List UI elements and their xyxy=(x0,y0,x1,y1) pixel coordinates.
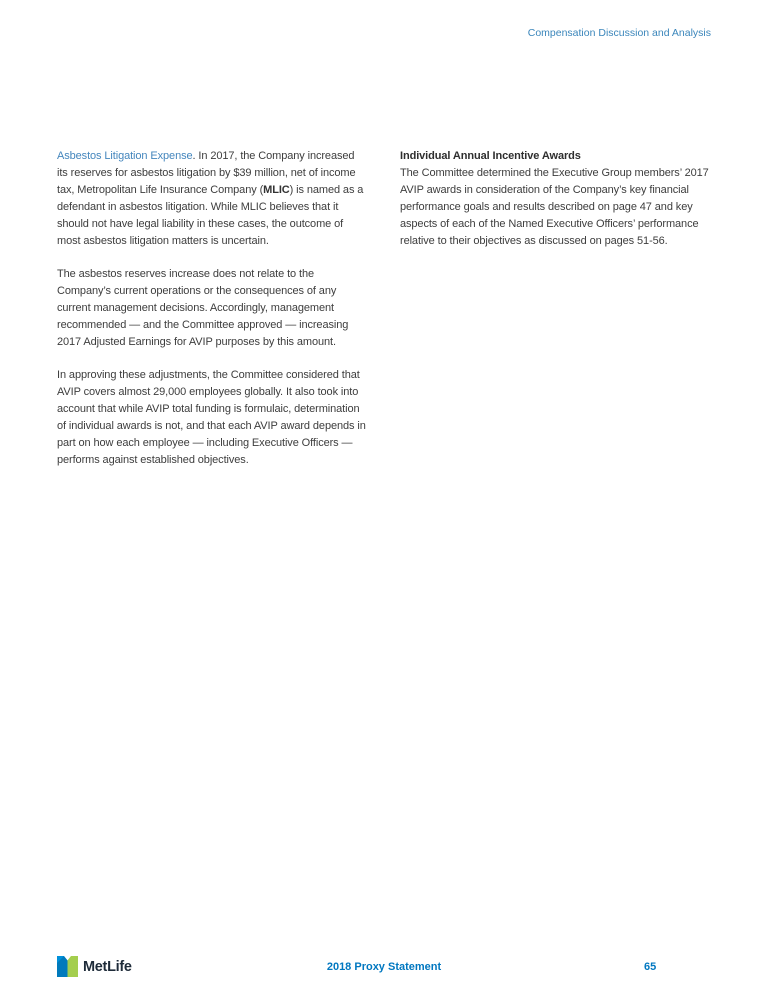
mlic-bold-term: MLIC xyxy=(263,184,290,196)
running-header: Compensation Discussion and Analysis xyxy=(527,27,711,39)
paragraph-asbestos-text-1: . In 2017, the Company increased its reserves for asbestos litigation by $39 million, net of income tax, Metropolitan Life Insurance Company ( xyxy=(57,150,356,196)
metlife-wordmark: MetLife xyxy=(83,958,132,975)
paragraph-asbestos-reserves: The asbestos reserves increase does not relate to the Company’s current operations or the consequences of any current management decisions. Accordingly, management recommended — and the Committee approved — increasing 2017 Adjusted Earnings for AVIP purposes by this amount. xyxy=(57,268,349,348)
paragraph-avip-adjustments: In approving these adjustments, the Committee considered that AVIP covers almost 29,000 employees globally. It also took into account that while AVIP total funding is formulaic, determination of individual awards is not, and that each AVIP award depends in part on how each employee — including Executive Officers — performs against established objectives. xyxy=(57,369,366,466)
page-number: 65 xyxy=(644,961,657,973)
paragraph-asbestos-litigation xyxy=(57,148,368,250)
left-column xyxy=(57,148,368,469)
footer-document-title: 2018 Proxy Statement xyxy=(326,961,442,973)
paragraph-individual-awards: The Committee determined the Executive Group members’ 2017 AVIP awards in consideration of the Company’s key financial performance goals and results described on page 47 and key aspects of each of the Named Executive Officers’ performance relative to their objectives as discussed on pages 51-56. xyxy=(400,167,709,247)
page-footer xyxy=(0,953,768,985)
content-columns xyxy=(57,148,711,469)
right-column xyxy=(400,148,711,469)
asbestos-litigation-expense-reference: Asbestos Litigation Expense xyxy=(57,150,193,162)
individual-awards-heading: Individual Annual Incentive Awards xyxy=(400,150,581,162)
paragraph-asbestos-text-2: ) is named as a defendant in asbestos litigation. While MLIC believes that it should not have legal liability in these cases, the outcome of most asbestos litigation matters is uncertain. xyxy=(57,184,364,247)
